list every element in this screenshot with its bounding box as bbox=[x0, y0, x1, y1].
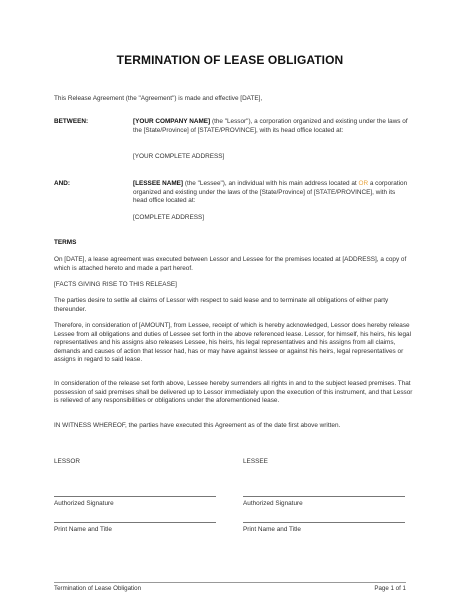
intro-paragraph: This Release Agreement (the "Agreement") is made and effective [DATE], bbox=[54, 95, 263, 102]
and-party-text bbox=[133, 180, 408, 206]
or-marker: OR bbox=[358, 180, 369, 187]
lessor-company-name: [YOUR COMPANY NAME] bbox=[133, 118, 211, 125]
document-title: TERMINATION OF LEASE OBLIGATION bbox=[116, 53, 344, 67]
paragraph-lease-executed: On [DATE], a lease agreement was executed between Lessor and Lessee for the premises located at [ADDRESS], a copy of which is attached hereto and made a part hereof. bbox=[54, 256, 407, 272]
lessor-signature-line bbox=[54, 496, 216, 497]
and-label: AND: bbox=[54, 180, 70, 187]
lessee-print-name-line bbox=[243, 522, 405, 523]
terms-heading: TERMS bbox=[54, 239, 77, 246]
lessee-signature-line bbox=[243, 496, 405, 497]
lessee-name: [LESSEE NAME] bbox=[133, 180, 184, 187]
paragraph-witness: IN WITNESS WHEREOF, the parties have executed this Agreement as of the date first above written. bbox=[54, 422, 341, 429]
lessee-description-2: a corporation organized and existing under the laws of the [State/Province] of [STATE/PROVINCE], with its head office located at: bbox=[133, 180, 408, 205]
paragraph-facts: [FACTS GIVING RISE TO THIS RELEASE] bbox=[54, 281, 177, 288]
footer-divider bbox=[54, 582, 406, 583]
lessor-signature-heading: LESSOR bbox=[54, 458, 80, 465]
lessor-print-name-caption: Print Name and Title bbox=[54, 526, 112, 533]
lessor-authorized-signature-caption: Authorized Signature bbox=[54, 500, 114, 507]
lessee-description-1: (the "Lessee"), an individual with his main address located at bbox=[183, 180, 359, 187]
lessor-address: [YOUR COMPLETE ADDRESS] bbox=[133, 153, 225, 160]
between-party-text bbox=[133, 118, 408, 135]
between-label: BETWEEN: bbox=[54, 118, 89, 125]
footer-page-number: Page 1 of 1 bbox=[374, 585, 406, 592]
lessee-signature-heading: LESSEE bbox=[243, 458, 268, 465]
lessor-description: (the "Lessor"), a corporation organized and existing under the laws of the [State/Province] of [STATE/PROVINCE], with its head office located at: bbox=[133, 118, 408, 134]
paragraph-surrender: In consideration of the release set forth above, Lessee hereby surrenders all rights in and to the subject leased premises. That possession of said premises shall be delivered up to Lessor immediately upon the execution of this instrument, and that Lessor is relieved of any responsibilities or obligations under the aforementioned lease. bbox=[54, 380, 413, 405]
footer-document-title: Termination of Lease Obligation bbox=[54, 585, 142, 592]
paragraph-consideration: Therefore, in consideration of [AMOUNT], from Lessee, receipt of which is hereby acknowledged, Lessor does hereby release Lessee from all obligations and duties of Lessee set forth in the above referenced lease. Lessor, for himself, his heirs, his legal representatives and his assigns also releases Lessee, his heirs, his legal representatives and his assigns from all claims, demands and causes of action that lessor had, has or may have against lessee or against his heirs, legal representatives or assigns in regard to said lease. bbox=[54, 322, 412, 364]
lessor-print-name-line bbox=[54, 522, 216, 523]
paragraph-settle-claims: The parties desire to settle all claims of Lessor with respect to said lease and to terminate all obligations of either party thereunder. bbox=[54, 297, 389, 313]
lessee-print-name-caption: Print Name and Title bbox=[243, 526, 301, 533]
lessee-address: [COMPLETE ADDRESS] bbox=[133, 214, 205, 221]
lessee-authorized-signature-caption: Authorized Signature bbox=[243, 500, 303, 507]
